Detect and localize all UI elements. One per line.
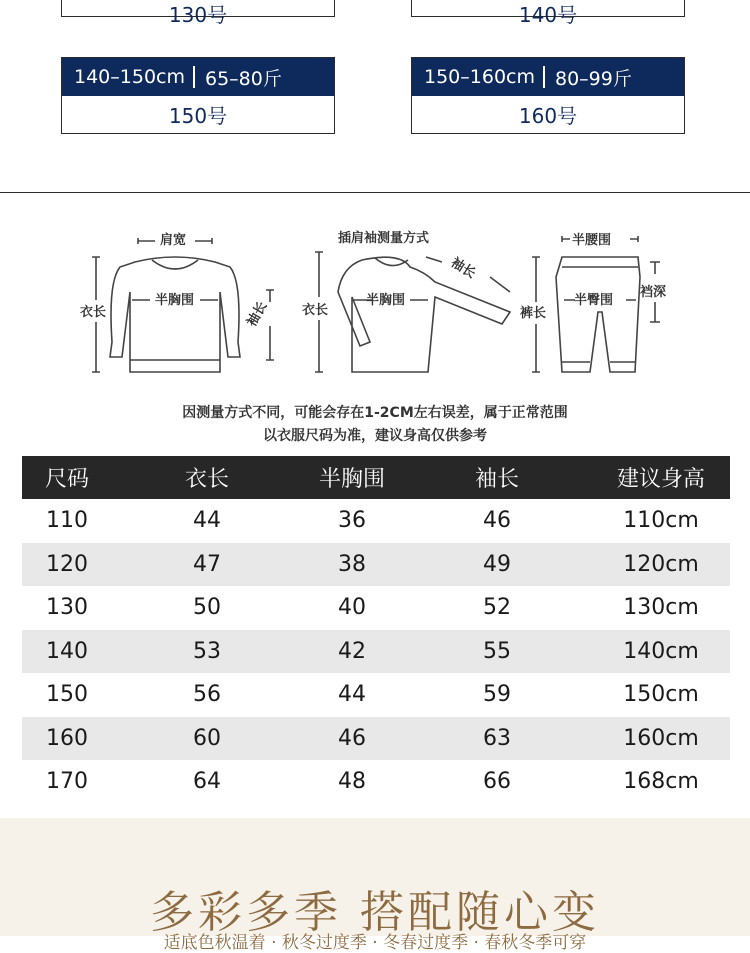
cell-sleeve: 46 bbox=[483, 508, 511, 534]
label-hip: 半臀围 bbox=[574, 293, 614, 308]
cell-sleeve: 49 bbox=[402, 543, 592, 587]
size-card-header bbox=[62, 58, 334, 96]
header-chest: 半胸围 bbox=[302, 456, 402, 499]
table-row bbox=[22, 586, 730, 630]
cell-height: 168cm bbox=[623, 769, 699, 795]
weight-range: 65–80斤 bbox=[205, 67, 282, 90]
cell-chest: 38 bbox=[302, 543, 402, 587]
size-number: 160号 bbox=[518, 104, 578, 128]
promo-subtitle: 适底色秋温着 · 秋冬过度季 · 冬春过度季 · 春秋冬季可穿 bbox=[163, 933, 587, 953]
size-card-160 bbox=[411, 57, 685, 134]
cell-height: 120cm bbox=[592, 543, 730, 587]
cell-length: 56 bbox=[193, 682, 221, 708]
cell-size: 110 bbox=[46, 508, 88, 534]
size-number: 150号 bbox=[168, 104, 228, 128]
cell-length: 64 bbox=[193, 769, 221, 795]
label-raglan-length: 衣长 bbox=[302, 303, 329, 318]
size-number: 130号 bbox=[168, 3, 228, 27]
promo-headline: 多彩多季 搭配随心变 bbox=[150, 887, 600, 938]
label-waist: 半腰围 bbox=[572, 233, 612, 248]
label-length: 衣长 bbox=[80, 305, 107, 320]
label-shoulder: 肩宽 bbox=[160, 233, 187, 248]
size-table bbox=[22, 456, 730, 804]
cell-size: 140 bbox=[22, 630, 112, 674]
promo-banner bbox=[0, 818, 750, 953]
separator bbox=[193, 66, 195, 88]
cell-chest: 42 bbox=[302, 630, 402, 674]
table-row bbox=[22, 630, 730, 674]
size-card-header bbox=[412, 58, 684, 96]
height-range: 140–150cm bbox=[74, 66, 185, 88]
height-range: 150–160cm bbox=[424, 66, 535, 88]
size-number: 140号 bbox=[518, 3, 578, 27]
cell-length: 53 bbox=[112, 630, 302, 674]
cell-size: 130 bbox=[46, 595, 88, 621]
note-line-1: 因测量方式不同，可能会存在1-2CM左右误差，属于正常范围 bbox=[182, 405, 568, 421]
cell-chest: 46 bbox=[302, 717, 402, 761]
raglan-illustration bbox=[338, 257, 510, 372]
label-sleeve: 袖长 bbox=[244, 299, 271, 330]
table-header-row bbox=[22, 456, 730, 499]
label-pants-length: 裤长 bbox=[520, 306, 547, 321]
label-raglan-title: 插肩袖测量方式 bbox=[338, 231, 430, 246]
cell-chest: 36 bbox=[338, 508, 366, 534]
cell-length: 60 bbox=[112, 717, 302, 761]
sweater-illustration bbox=[110, 257, 240, 372]
cell-size: 120 bbox=[22, 543, 112, 587]
cell-size: 170 bbox=[46, 769, 88, 795]
cell-height: 130cm bbox=[623, 595, 699, 621]
cell-length: 44 bbox=[193, 508, 221, 534]
cell-sleeve: 63 bbox=[402, 717, 592, 761]
label-chest: 半胸围 bbox=[155, 293, 195, 308]
table-row bbox=[22, 717, 730, 761]
table-row bbox=[22, 499, 730, 543]
label-raglan-chest: 半胸围 bbox=[366, 293, 406, 308]
header-height: 建议身高 bbox=[592, 456, 730, 499]
pants-illustration bbox=[556, 257, 640, 372]
label-rise: 裆深 bbox=[640, 285, 667, 300]
cell-size: 150 bbox=[46, 682, 88, 708]
cell-sleeve: 52 bbox=[483, 595, 511, 621]
section-divider bbox=[0, 192, 750, 193]
header-length: 衣长 bbox=[112, 456, 302, 499]
cell-chest: 48 bbox=[338, 769, 366, 795]
label-raglan-sleeve: 袖长 bbox=[448, 255, 479, 282]
cell-size: 160 bbox=[22, 717, 112, 761]
table-row bbox=[22, 760, 730, 804]
cell-sleeve: 55 bbox=[402, 630, 592, 674]
table-row bbox=[22, 543, 730, 587]
table-row bbox=[22, 673, 730, 717]
cell-length: 47 bbox=[112, 543, 302, 587]
size-card-partial-130 bbox=[61, 0, 335, 27]
measurement-diagram bbox=[70, 222, 680, 392]
cell-chest: 40 bbox=[338, 595, 366, 621]
cell-sleeve: 59 bbox=[483, 682, 511, 708]
cell-height: 160cm bbox=[592, 717, 730, 761]
header-sleeve: 袖长 bbox=[402, 456, 592, 499]
header-size: 尺码 bbox=[22, 456, 112, 499]
cell-length: 50 bbox=[193, 595, 221, 621]
cell-sleeve: 66 bbox=[483, 769, 511, 795]
separator bbox=[543, 66, 545, 88]
size-card-partial-140 bbox=[411, 0, 685, 27]
weight-range: 80–99斤 bbox=[555, 67, 632, 90]
size-card-150 bbox=[61, 57, 335, 134]
cell-chest: 44 bbox=[338, 682, 366, 708]
cell-height: 140cm bbox=[592, 630, 730, 674]
note-line-2: 以衣服尺码为准，建议身高仅供参考 bbox=[263, 428, 487, 444]
cell-height: 150cm bbox=[623, 682, 699, 708]
cell-height: 110cm bbox=[623, 508, 699, 534]
